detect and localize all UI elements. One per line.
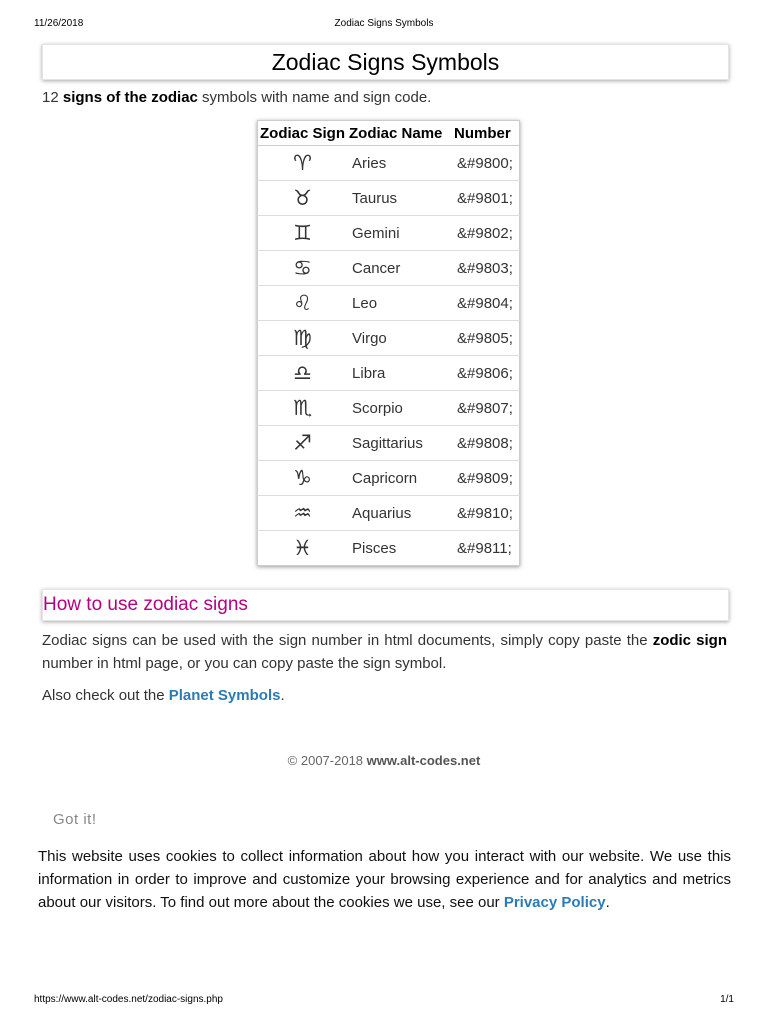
section-heading: How to use zodiac signs (43, 594, 248, 615)
zodiac-number: &#9811; (452, 531, 520, 566)
print-url: https://www.alt-codes.net/zodiac-signs.php (34, 994, 223, 1005)
also-check-prefix: Also check out the (42, 687, 169, 704)
header-zodiac-name: Zodiac Name (347, 121, 452, 146)
zodiac-number: &#9801; (452, 181, 520, 216)
cookie-end: . (605, 894, 610, 911)
table-row (258, 251, 520, 286)
table-row (258, 426, 520, 461)
zodiac-number: &#9809; (452, 461, 520, 496)
zodiac-symbol: ♉ (258, 181, 348, 216)
zodiac-symbol: ♎ (258, 356, 348, 391)
zodiac-number: &#9806; (452, 356, 520, 391)
table-row (258, 146, 520, 181)
zodiac-symbol: ♏ (258, 391, 348, 426)
table-row (258, 216, 520, 251)
usage-prefix: Zodiac signs can be used with the sign number in html documents, simply copy paste the (42, 632, 653, 649)
cookie-banner-text (38, 845, 731, 914)
copyright-prefix: © 2007-2018 (287, 753, 367, 768)
zodiac-name: Scorpio (347, 391, 452, 426)
zodiac-name: Pisces (347, 531, 452, 566)
zodiac-number: &#9807; (452, 391, 520, 426)
zodiac-symbol: ♑ (258, 461, 348, 496)
intro-text (42, 89, 431, 106)
zodiac-symbol: ♓ (258, 531, 348, 566)
table-row (258, 286, 520, 321)
zodiac-table (257, 120, 520, 566)
zodiac-name: Aquarius (347, 496, 452, 531)
table-row (258, 496, 520, 531)
zodiac-number: &#9808; (452, 426, 520, 461)
zodiac-number: &#9800; (452, 146, 520, 181)
planet-symbols-link[interactable]: Planet Symbols (168, 687, 281, 704)
zodiac-name: Gemini (347, 216, 452, 251)
zodiac-name: Virgo (347, 321, 452, 356)
zodiac-symbol: ♈ (258, 146, 348, 181)
zodiac-symbol: ♐ (258, 426, 348, 461)
zodiac-name: Taurus (347, 181, 452, 216)
print-page-number: 1/1 (720, 994, 734, 1005)
privacy-policy-link[interactable]: Privacy Policy (503, 894, 606, 911)
usage-bold: zodic sign (652, 632, 727, 649)
zodiac-symbol: ♒ (258, 496, 348, 531)
zodiac-number: &#9803; (452, 251, 520, 286)
zodiac-name: Leo (347, 286, 452, 321)
copyright-site-link[interactable]: www.alt-codes.net (366, 753, 481, 768)
usage-suffix: number in html page, or you can copy paste the sign symbol. (42, 655, 447, 672)
also-check-suffix: . (280, 687, 285, 704)
table-row (258, 321, 520, 356)
copyright (0, 753, 768, 768)
table-row (258, 461, 520, 496)
zodiac-symbol: ♍ (258, 321, 348, 356)
table-row (258, 181, 520, 216)
zodiac-symbol: ♌ (258, 286, 348, 321)
intro-suffix: symbols with name and sign code. (197, 89, 432, 106)
zodiac-symbol: ♊ (258, 216, 348, 251)
print-date: 11/26/2018 (34, 18, 84, 29)
print-title: Zodiac Signs Symbols (334, 18, 434, 29)
table-row (258, 391, 520, 426)
header-zodiac-sign: Zodiac Sign (258, 121, 348, 146)
got-it-button[interactable]: Got it! (53, 811, 97, 828)
zodiac-number: &#9802; (452, 216, 520, 251)
zodiac-number: &#9804; (452, 286, 520, 321)
zodiac-number: &#9805; (452, 321, 520, 356)
zodiac-name: Cancer (347, 251, 452, 286)
zodiac-number: &#9810; (452, 496, 520, 531)
table-row (258, 531, 520, 566)
page-title: Zodiac Signs Symbols (42, 44, 729, 80)
zodiac-symbol: ♋ (258, 251, 348, 286)
table-row (258, 356, 520, 391)
zodiac-name: Libra (347, 356, 452, 391)
zodiac-name: Sagittarius (347, 426, 452, 461)
zodiac-name: Aries (347, 146, 452, 181)
intro-bold: signs of the zodiac (62, 89, 198, 106)
also-check-paragraph (42, 687, 285, 704)
usage-paragraph (42, 629, 727, 675)
header-number: Number (452, 121, 520, 146)
table-header-row (258, 121, 520, 146)
intro-prefix: 12 (42, 89, 63, 106)
cookie-text: This website uses cookies to collect information about how you interact with our website. We use this information in order to improve and customize your browsing experience and for analytics and metrics about our visitors. To find out more about the cookies we use, see our (38, 848, 731, 911)
zodiac-name: Capricorn (347, 461, 452, 496)
section-heading-box (42, 589, 729, 621)
